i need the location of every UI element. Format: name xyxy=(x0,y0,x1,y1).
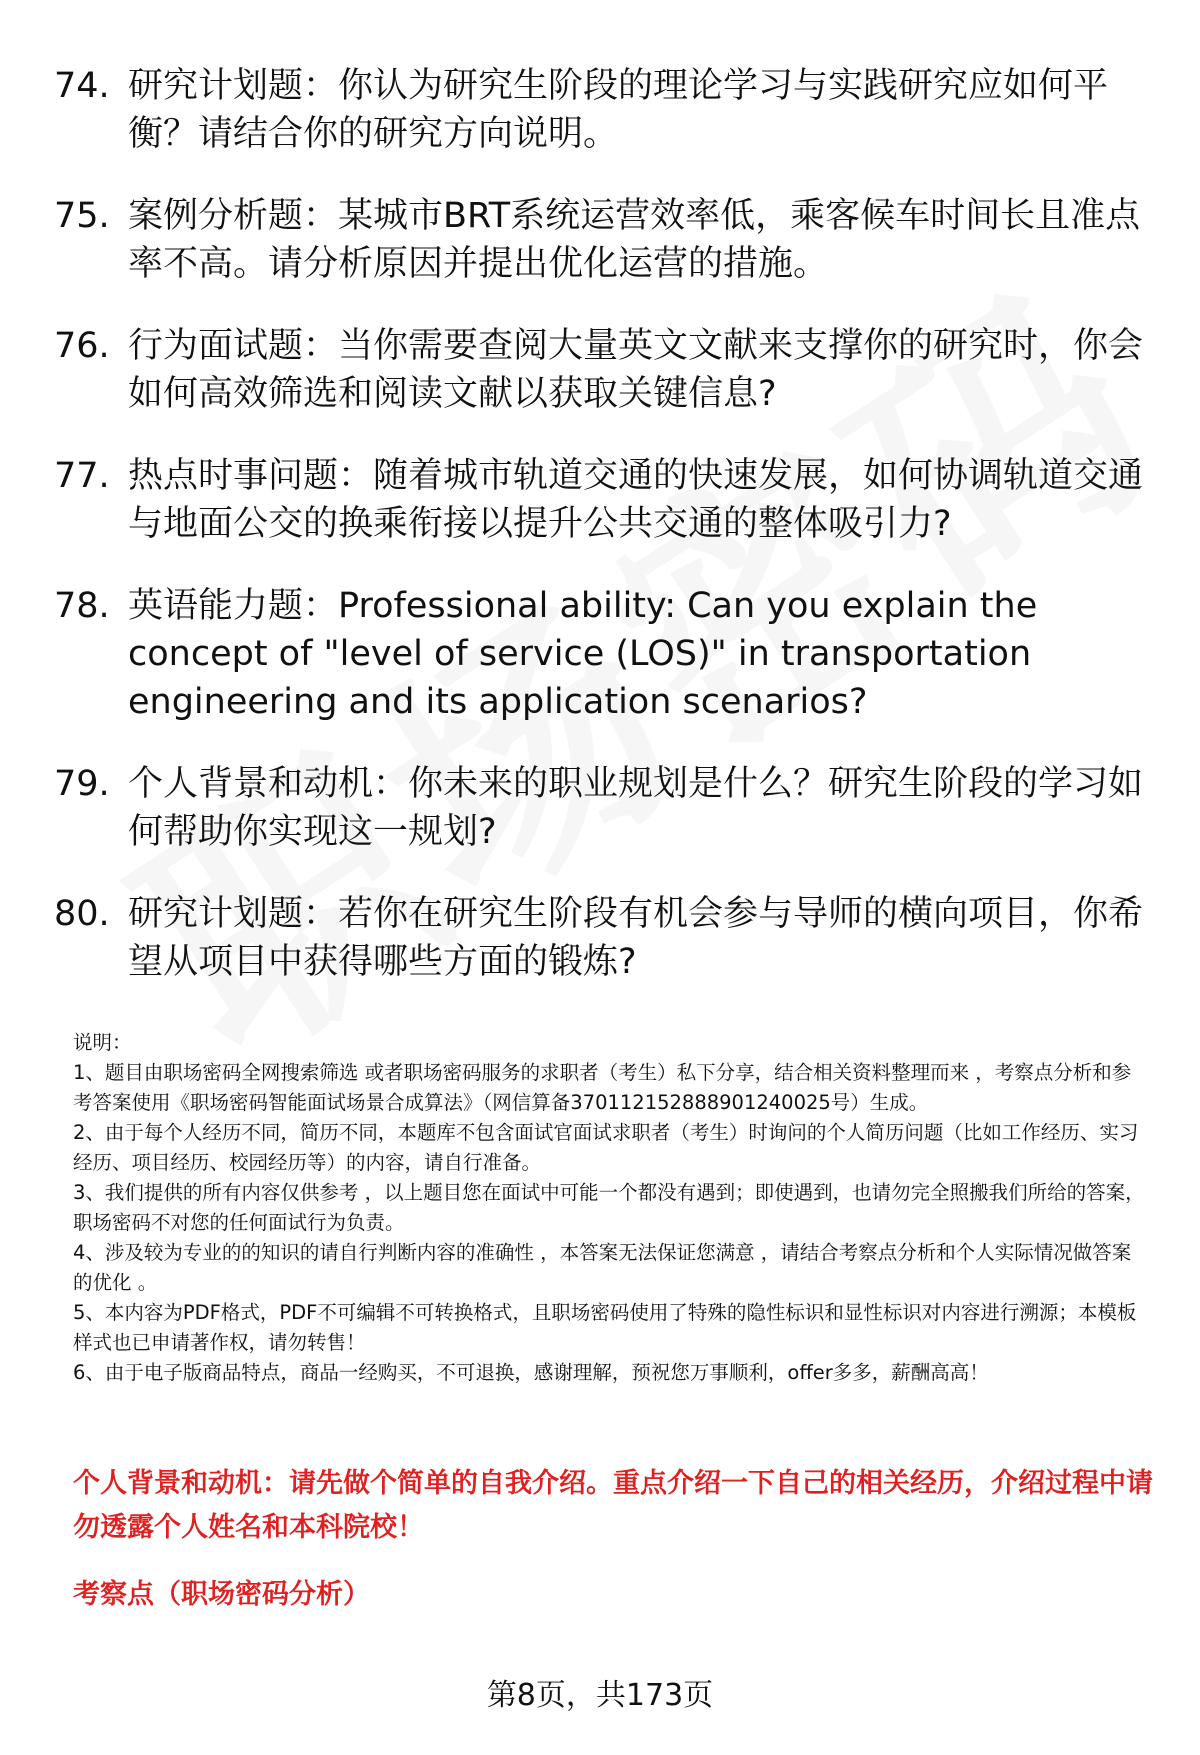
question-number: 78. xyxy=(54,586,110,626)
question-item xyxy=(54,62,1144,158)
question-item xyxy=(54,760,1144,856)
note-item: 1、题目由职场密码全网搜索筛选 或者职场密码服务的求职者（考生）私下分享，结合相关资料整理而来 ，考察点分析和参考答案使用《职场密码智能面试场景合成算法》（网信算备370112152888901240025号）生成。 xyxy=(73,1061,1132,1114)
note-item: 6、由于电子版商品特点，商品一经购买，不可退换，感谢理解，预祝您万事顺利，offer多多，薪酬高高！ xyxy=(73,1361,989,1384)
question-number: 79. xyxy=(54,764,110,804)
question-number: 75. xyxy=(54,196,110,236)
question-item xyxy=(54,452,1144,548)
notes-section xyxy=(73,1028,1148,1388)
notes-title: 说明： xyxy=(73,1031,132,1054)
question-text: 研究计划题：你认为研究生阶段的理论学习与实践研究应如何平衡？请结合你的研究方向说明。 xyxy=(128,66,1109,154)
question-item xyxy=(54,582,1144,726)
question-list xyxy=(54,62,1144,1020)
question-item xyxy=(54,322,1144,418)
note-item: 3、我们提供的所有内容仅供参考 ，以上题目您在面试中可能一个都没有遇到；即使遇到，也请勿完全照搬我们所给的答案，职场密码不对您的任何面试行为负责。 xyxy=(73,1181,1145,1234)
question-text: 英语能力题：Professional ability: Can you explain the concept of "level of service (LOS)" in transportation engineering and its application scenarios? xyxy=(128,586,1038,722)
question-text: 热点时事问题：随着城市轨道交通的快速发展，如何协调轨道交通与地面公交的换乘衔接以提升公共交通的整体吸引力? xyxy=(128,456,1144,544)
note-item: 4、涉及较为专业的的知识的请自行判断内容的准确性 ，本答案无法保证您满意 ，请结合考察点分析和个人实际情况做答案的优化 。 xyxy=(73,1241,1132,1294)
question-text: 行为面试题：当你需要查阅大量英文文献来支撑你的研究时，你会如何高效筛选和阅读文献以获取关键信息? xyxy=(128,326,1144,414)
note-item: 5、本内容为PDF格式，PDF不可编辑不可转换格式，且职场密码使用了特殊的隐性标识和显性标识对内容进行溯源；本模板样式也已申请著作权，请勿转售！ xyxy=(73,1301,1137,1354)
question-text: 研究计划题：若你在研究生阶段有机会参与导师的横向项目，你希望从项目中获得哪些方面的锻炼? xyxy=(128,894,1144,982)
question-item xyxy=(54,890,1144,986)
question-number: 74. xyxy=(54,66,110,106)
note-item: 2、由于每个人经历不同，简历不同，本题库不包含面试官面试求职者（考生）时询问的个人简历问题（比如工作经历、实习经历、项目经历、校园经历等）的内容，请自行准备。 xyxy=(73,1121,1139,1174)
question-text: 个人背景和动机：你未来的职业规划是什么？研究生阶段的学习如何帮助你实现这一规划? xyxy=(128,764,1144,852)
analysis-heading: 考察点（职场密码分析） xyxy=(73,1579,370,1610)
page-number: 第8页，共173页 xyxy=(486,1678,714,1713)
question-text: 案例分析题：某城市BRT系统运营效率低，乘客候车时间长且准点率不高。请分析原因并提出优化运营的措施。 xyxy=(128,196,1141,284)
question-number: 76. xyxy=(54,326,110,366)
question-number: 80. xyxy=(54,894,110,934)
question-number: 77. xyxy=(54,456,110,496)
question-item xyxy=(54,192,1144,288)
highlight-question: 个人背景和动机：请先做个简单的自我介绍。重点介绍一下自己的相关经历，介绍过程中请勿透露个人姓名和本科院校！ xyxy=(73,1468,1153,1543)
